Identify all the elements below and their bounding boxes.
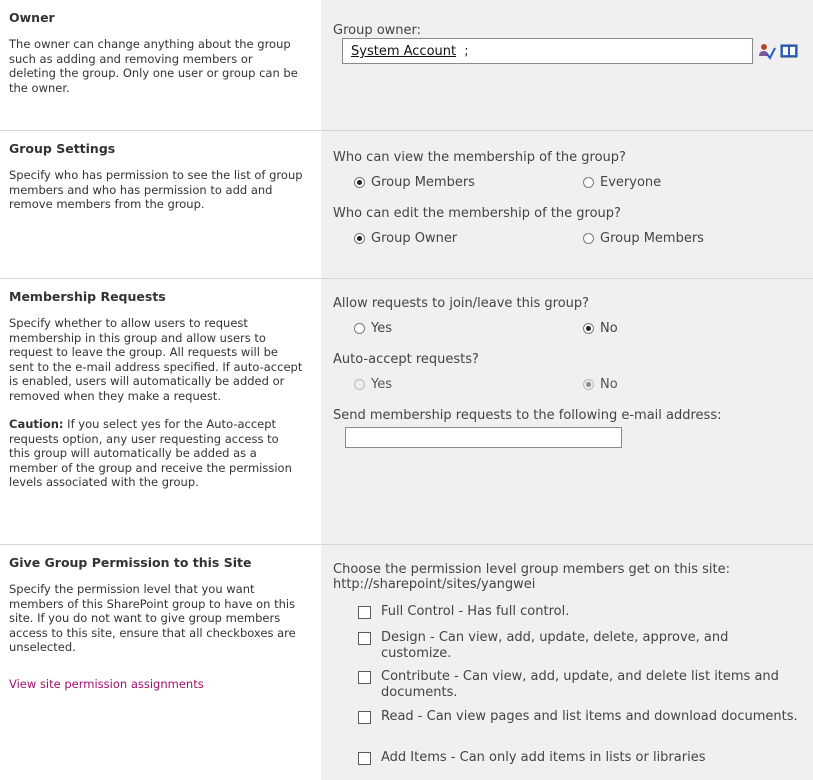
caution-label: Caution:: [9, 417, 64, 431]
allow-no-radio[interactable]: [583, 323, 594, 334]
edit-option-group-owner[interactable]: [354, 231, 457, 246]
permission-level-full-control[interactable]: [358, 604, 801, 620]
owner-separator: ;: [464, 44, 469, 59]
allow-option-no[interactable]: [583, 321, 618, 336]
permission-level-read[interactable]: [358, 709, 801, 725]
group-settings-title: Group Settings: [9, 141, 116, 156]
auto-yes-label: Yes: [371, 377, 392, 392]
caution-note: [9, 417, 303, 490]
allow-requests-question: Allow requests to join/leave this group?: [333, 296, 590, 311]
view-everyone-radio[interactable]: [583, 177, 594, 188]
group-settings-field-panel: [321, 131, 813, 278]
view-site-permissions-link[interactable]: View site permission assignments: [9, 676, 204, 691]
owner-description: The owner can change anything about the group such as adding and removing members or deleting the group. Only one user or group can be the owner.: [9, 37, 298, 95]
group-settings-description-panel: [0, 131, 320, 278]
address-book-icon[interactable]: [780, 42, 798, 60]
contribute-checkbox[interactable]: [358, 671, 371, 684]
check-names-icon[interactable]: [758, 42, 776, 60]
design-label: Design - Can view, add, update, delete, approve, and customize.: [381, 630, 729, 661]
auto-accept-question: Auto-accept requests?: [333, 352, 479, 367]
auto-no-radio: [583, 379, 594, 390]
site-url: http://sharepoint/sites/yangwei: [333, 577, 536, 592]
permission-intro: Choose the permission level group members get on this site:: [333, 562, 730, 577]
permissions-section: [0, 544, 813, 780]
edit-group-members-radio[interactable]: [583, 233, 594, 244]
allow-yes-radio[interactable]: [354, 323, 365, 334]
view-everyone-label: Everyone: [600, 175, 662, 190]
edit-group-members-label: Group Members: [600, 231, 704, 246]
permission-level-contribute[interactable]: [358, 669, 801, 701]
edit-group-owner-label: Group Owner: [371, 231, 458, 246]
allow-no-label: No: [600, 321, 618, 336]
permissions-description: Specify the permission level that you want members of this SharePoint group to have on this site. If you do not want to give group members access to this site, ensure that all checkboxes are unselected.: [9, 582, 296, 654]
membership-email-input[interactable]: [345, 427, 622, 448]
permission-level-design[interactable]: [358, 630, 801, 662]
allow-yes-label: Yes: [371, 321, 392, 336]
view-option-group-members[interactable]: [354, 175, 475, 190]
auto-option-no: [583, 377, 618, 392]
edit-option-group-members[interactable]: [583, 231, 704, 246]
group-settings-section: [0, 130, 813, 278]
membership-requests-title: Membership Requests: [9, 289, 166, 304]
view-option-everyone[interactable]: [583, 175, 661, 190]
edit-group-owner-radio[interactable]: [354, 233, 365, 244]
group-owner-label: Group owner:: [333, 23, 422, 38]
email-question: Send membership requests to the following e-mail address:: [333, 408, 722, 423]
owner-description-panel: [0, 0, 320, 130]
owner-section: [0, 0, 813, 130]
membership-requests-description: Specify whether to allow users to request membership in this group and allow users to request to leave the group. All requests will be sent to the e-mail address specified. If auto-accept is enabled, users will automatically be added or removed when they make a request.: [9, 316, 303, 403]
view-group-members-label: Group Members: [371, 175, 475, 190]
add-items-label: Add Items - Can only add items in lists or libraries: [381, 750, 706, 765]
edit-membership-question: Who can edit the membership of the group?: [333, 206, 621, 221]
view-membership-question: Who can view the membership of the group?: [333, 150, 626, 165]
membership-requests-field-panel: [321, 279, 813, 544]
add-items-checkbox[interactable]: [358, 752, 371, 765]
resolved-owner[interactable]: System Account: [351, 44, 457, 59]
owner-title: Owner: [9, 10, 55, 25]
membership-requests-section: [0, 278, 813, 544]
allow-option-yes[interactable]: [354, 321, 392, 336]
membership-requests-description-panel: [0, 279, 320, 544]
caution-text: If you select yes for the Auto-accept requests option, any user requesting access to this group will automatically be added as a member of the group and receive the permission levels associated with the group.: [9, 417, 292, 489]
full-control-checkbox[interactable]: [358, 606, 371, 619]
permissions-field-panel: [321, 545, 813, 780]
auto-no-label: No: [600, 377, 618, 392]
read-label: Read - Can view pages and list items and download documents.: [381, 709, 798, 724]
read-checkbox[interactable]: [358, 711, 371, 724]
group-settings-description: Specify who has permission to see the list of group members and who has permission to add and remove members from the group.: [9, 168, 303, 211]
full-control-label: Full Control - Has full control.: [381, 604, 570, 619]
contribute-label: Contribute - Can view, add, update, and delete list items and documents.: [381, 669, 779, 700]
permission-level-add-items[interactable]: [358, 750, 801, 766]
auto-yes-radio: [354, 379, 365, 390]
view-group-members-radio[interactable]: [354, 177, 365, 188]
owner-field-panel: [321, 0, 813, 130]
permissions-title: Give Group Permission to this Site: [9, 555, 252, 570]
group-owner-input[interactable]: [342, 38, 753, 64]
permissions-description-panel: [0, 545, 320, 780]
design-checkbox[interactable]: [358, 632, 371, 645]
auto-option-yes: [354, 377, 392, 392]
